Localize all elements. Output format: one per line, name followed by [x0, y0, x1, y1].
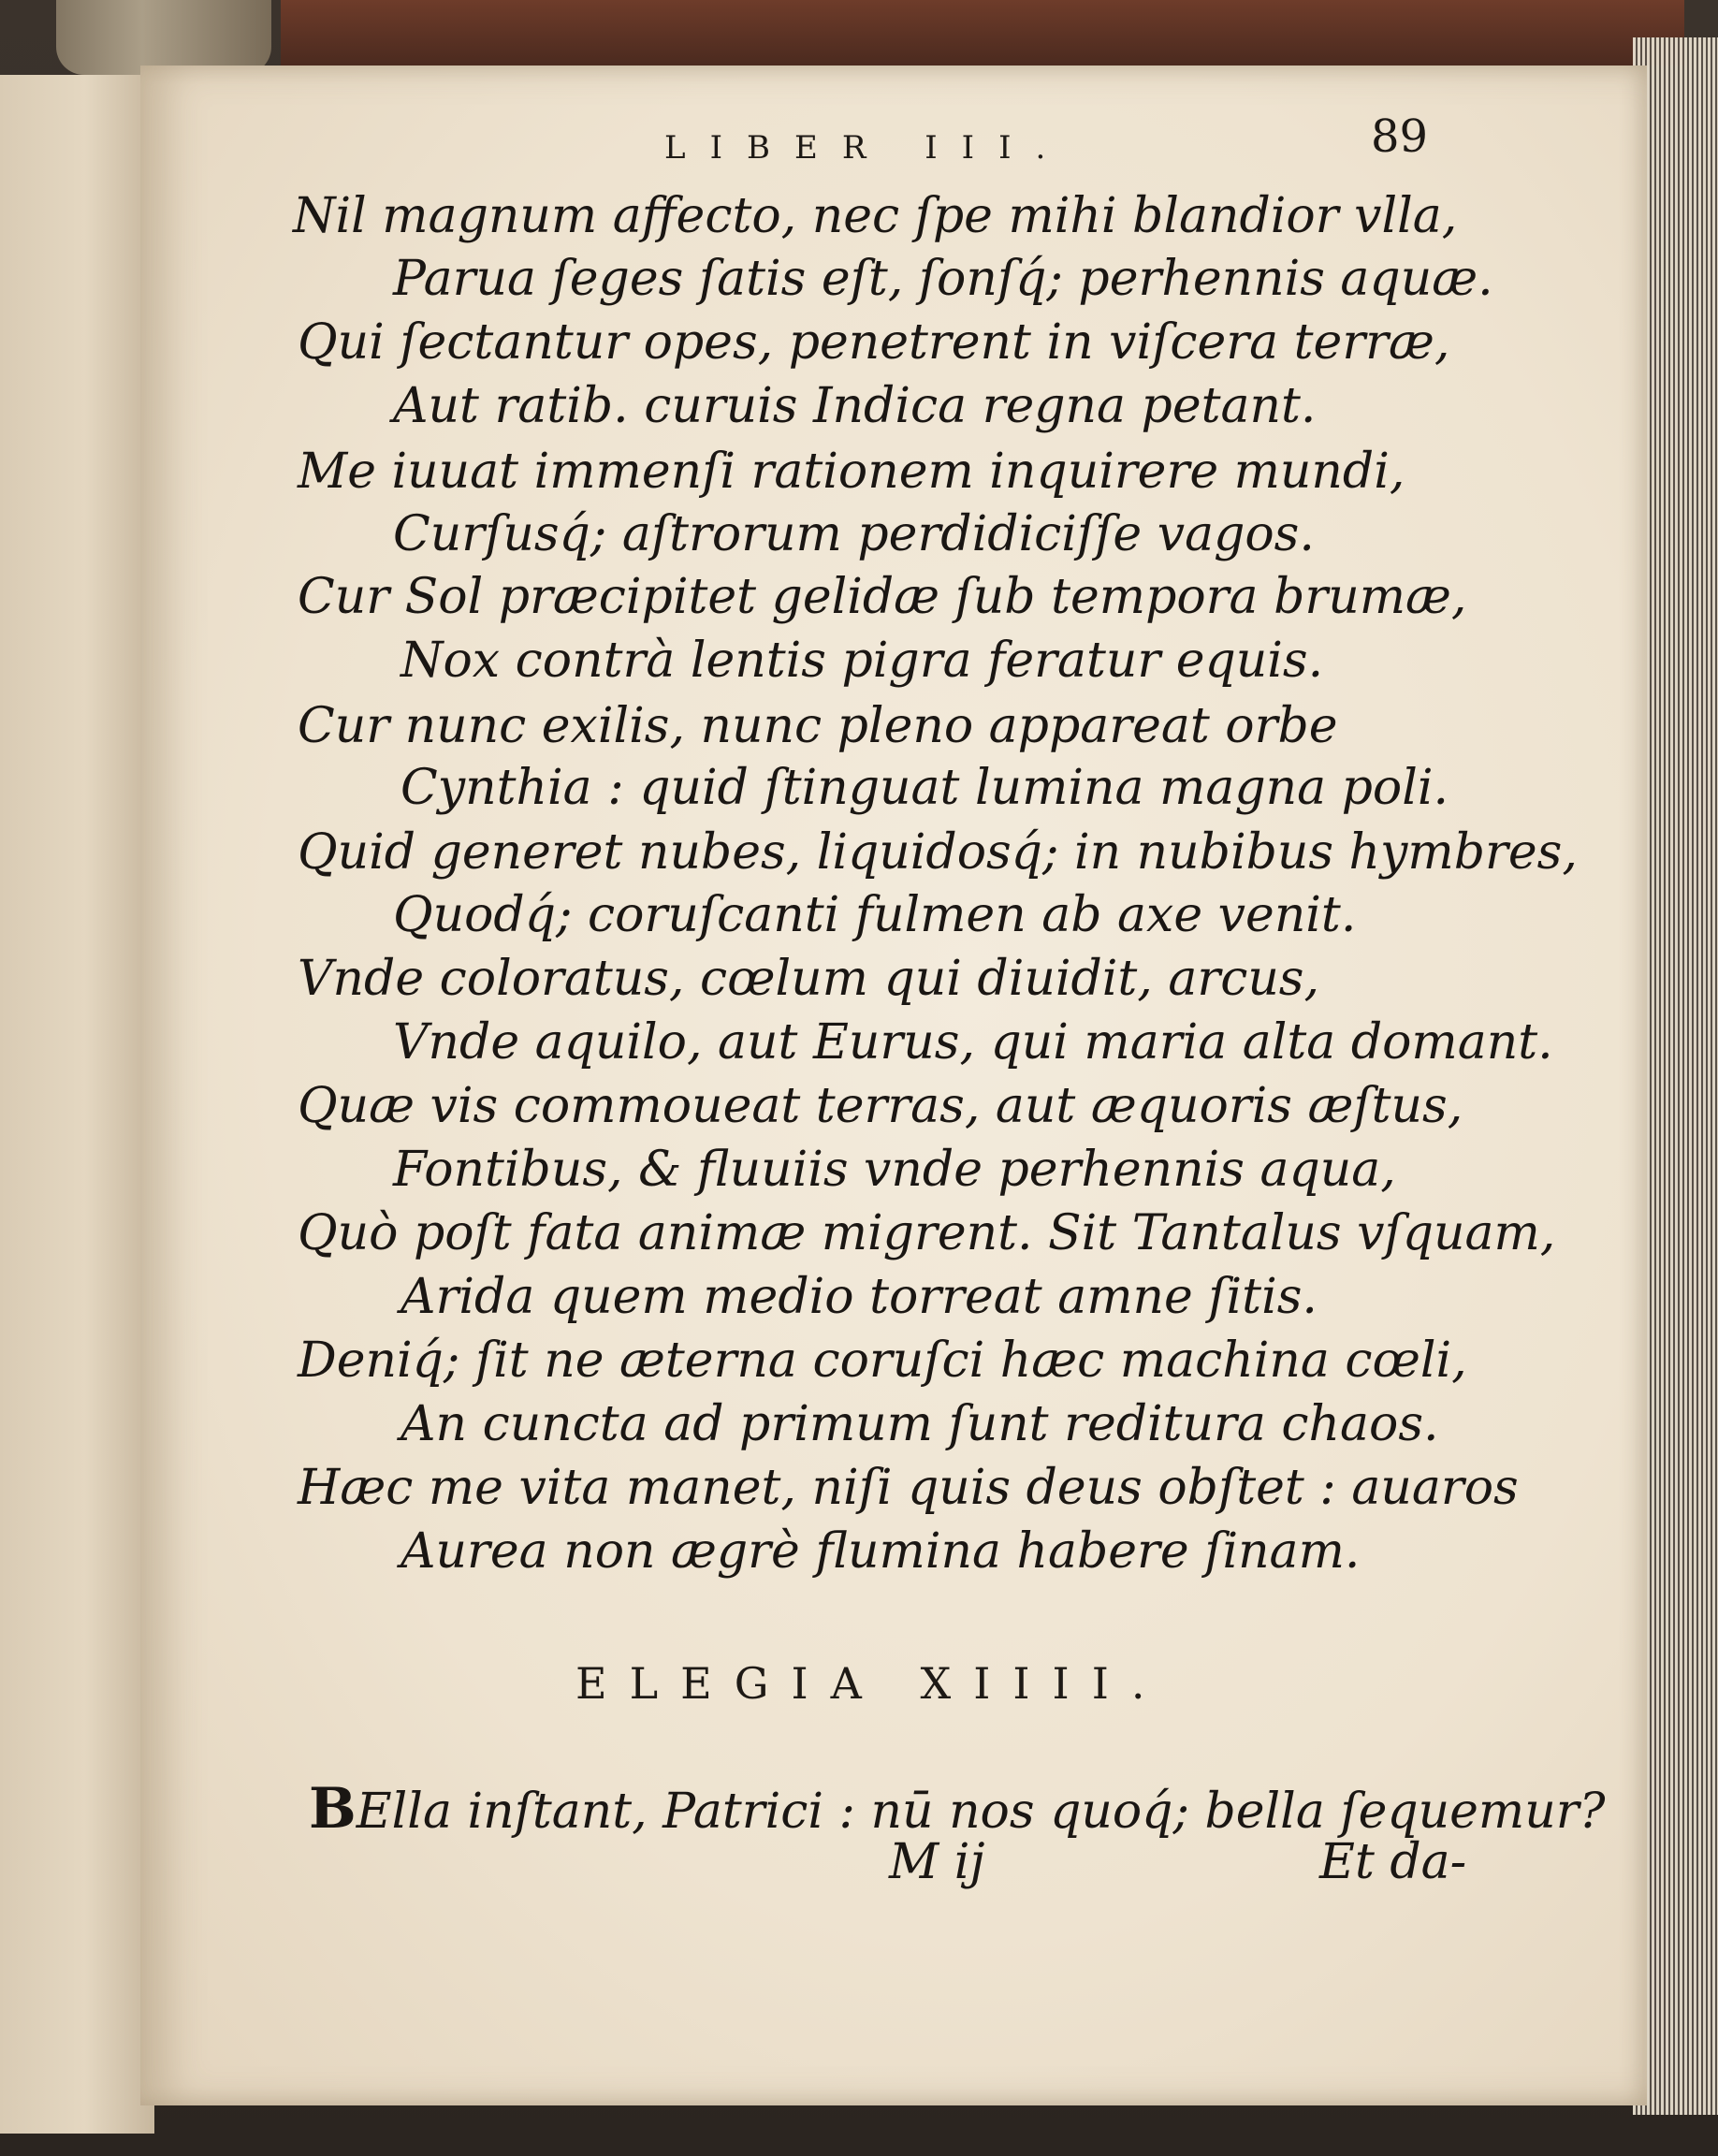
verse-line: Aurea non ægrè flumina habere ſinam. — [400, 1523, 1361, 1580]
verse-line: Fontibus, & fluuiis vnde perhennis aqua, — [393, 1142, 1396, 1198]
verse-line: Arida quem medio torreat amne ſitis. — [400, 1269, 1318, 1325]
signature-mark: M ij — [889, 1834, 985, 1890]
verse-line: Quò poſt fata animæ migrent. Sit Tantalus vſquam, — [298, 1205, 1556, 1261]
verse-line: Parua ſeges ſatis eſt, ſonſq́; perhennis aquæ. — [393, 251, 1493, 307]
first-line — [309, 1776, 1605, 1842]
verse-line: Nox contrà lentis pigra feratur equis. — [400, 633, 1324, 689]
verse-line: Cur Sol præcipitet gelidæ ſub tempora brumæ, — [298, 569, 1467, 625]
binding-strap — [56, 0, 271, 75]
first-line-text: Ella inſtant, Patrici : nū nos quoq́; bella ſequemur? — [356, 1784, 1606, 1840]
page-number: 89 — [1371, 110, 1429, 163]
verse-line: Vnde aquilo, aut Eurus, qui maria alta domant. — [393, 1014, 1553, 1071]
verse-line: Cynthia : quid ſtinguat lumina magna poli. — [400, 760, 1449, 816]
facing-page-edge — [0, 75, 154, 2134]
verse-line: Nil magnum affecto, nec ſpe mihi blandior vlla, — [293, 188, 1458, 244]
verse-line: Vnde coloratus, cœlum qui diuidit, arcus, — [298, 951, 1320, 1007]
catchword: Et da- — [1319, 1834, 1467, 1890]
elegy-heading: ELEGIA XIIII. — [575, 1658, 1168, 1709]
verse-line: Cur nunc exilis, nunc pleno appareat orbe — [298, 698, 1338, 754]
verse-line: Quæ vis commoueat terras, aut æquoris æſtus, — [298, 1078, 1463, 1134]
verse-line: Quodq́; coruſcanti fulmen ab axe venit. — [393, 887, 1357, 943]
verse-line: Quid generet nubes, liquidosq́; in nubibus hymbres, — [298, 824, 1578, 881]
drop-capital: B — [309, 1776, 357, 1842]
running-head: LIBER III. — [664, 129, 1070, 167]
verse-line: Curſusq́; aſtrorum perdidiciſſe vagos. — [393, 506, 1315, 562]
binding-top — [281, 0, 1684, 66]
verse-line: Qui ſectantur opes, penetrent in viſcera terræ, — [298, 314, 1450, 371]
verse-line: Hæc me vita manet, niſi quis deus obſtet : auaros — [298, 1460, 1519, 1516]
verse-line: Me iuuat immenſi rationem inquirere mundi, — [298, 444, 1405, 500]
verse-line: Deniq́; ſit ne æterna coruſci hæc machina cœli, — [298, 1333, 1467, 1389]
verse-line: An cuncta ad primum ſunt reditura chaos. — [400, 1396, 1439, 1452]
verse-line: Aut ratib. curuis Indica regna petant. — [393, 378, 1317, 434]
